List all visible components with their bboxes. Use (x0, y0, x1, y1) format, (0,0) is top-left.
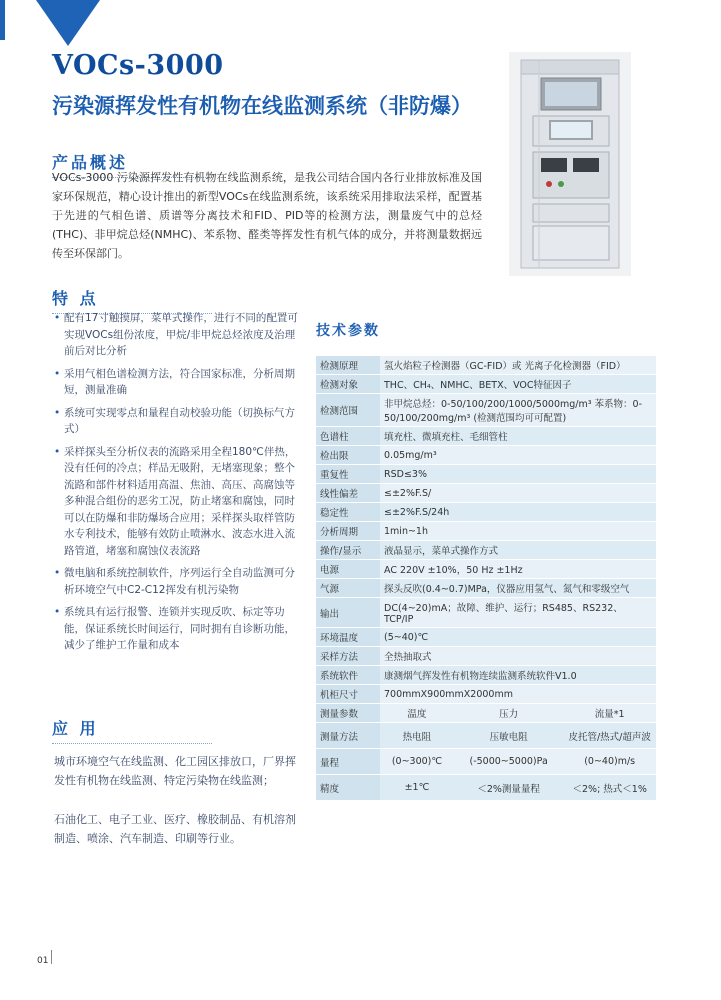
measure-cell: ＜2%测量量程 (454, 775, 564, 801)
spec-label: 机柜尺寸 (316, 685, 380, 704)
spec-label: 采样方法 (316, 647, 380, 666)
spec-row (316, 666, 656, 685)
spec-value: THC、CH₄、NMHC、BETX、VOC特征因子 (380, 375, 656, 394)
spec-value: 探头反吹(0.4~0.7)MPa，仪器应用氢气、氮气和零级空气 (380, 579, 656, 598)
measure-cell: 测量方法 (316, 723, 380, 749)
application-heading-underline (52, 743, 212, 744)
spec-value: RSD≤3% (380, 465, 656, 484)
measure-header-row (316, 704, 656, 723)
spec-label: 检测对象 (316, 375, 380, 394)
measure-cell: 量程 (316, 749, 380, 775)
measure-cell: ＜2%; 热式＜1% (563, 775, 656, 801)
spec-row (316, 647, 656, 666)
spec-value: 氢火焰粒子检测器（GC-FID）或 光离子化检测器（FID） (380, 356, 656, 375)
specs-table (316, 356, 656, 801)
feature-item: • 微电脑和系统控制软件，序列运行全自动监测可分析环境空气中C2-C12挥发有机污染物 (54, 565, 299, 598)
features-heading-text: 特 点 (52, 289, 99, 308)
spec-row (316, 356, 656, 375)
page-number: 01 (37, 956, 49, 966)
spec-value: 700mmX900mmX2000mm (380, 685, 656, 704)
measure-header-cell: 测量参数 (316, 704, 380, 723)
spec-row (316, 685, 656, 704)
overview-paragraph: VOCs-3000 污染源挥发性有机物在线监测系统，是我公司结合国内各行业排放标准及国家环保规范，精心设计推出的新型VOCs在线监测系统，该系统采用排取法采样，配置基于先进的气相色谱、质谱等分离技术和FID、PID等的检测方法，测量废气中的总烃(THC)、非甲烷总烃(NMHC)、苯系物、醛类等挥发性有机气体的成分，并将测量数据远传至环保部门。 (52, 171, 482, 260)
spec-label: 稳定性 (316, 503, 380, 522)
spec-value: 非甲烷总烃：0-50/100/200/1000/5000mg/m³ 苯系物：0-50/100/200mg/m³ (检测范围均可可配置) (380, 394, 656, 427)
spec-row (316, 522, 656, 541)
spec-label: 系统软件 (316, 666, 380, 685)
spec-row (316, 375, 656, 394)
spec-value: 1min~1h (380, 522, 656, 541)
spec-value: DC(4~20)mA；故障、维护、运行；RS485、RS232、TCP/IP (380, 598, 656, 628)
overview-heading-text: 产品概述 (52, 153, 129, 172)
measure-cell: 压敏电阻 (454, 723, 564, 749)
spec-label: 色谱柱 (316, 427, 380, 446)
specs-heading: 技术参数 (316, 323, 380, 339)
spec-row (316, 465, 656, 484)
measure-cell: 热电阻 (380, 723, 454, 749)
feature-item: • 系统可实现零点和量程自动校验功能（切换标气方式） (54, 405, 299, 438)
spec-value: 0.05mg/m³ (380, 446, 656, 465)
spec-label: 分析周期 (316, 522, 380, 541)
feature-item: • 采用气相色谱检测方法，符合国家标准，分析周期短，测量准确 (54, 366, 299, 399)
spec-label: 重复性 (316, 465, 380, 484)
application-heading-text: 应 用 (52, 719, 99, 738)
spec-row (316, 484, 656, 503)
feature-item: • 配有17寸触摸屏，菜单式操作，进行不同的配置可实现VOCs组份浓度，甲烷/非甲烷总烃浓度及治理前后对比分析 (54, 310, 299, 360)
analyzer-cabinet-image (509, 52, 631, 276)
spec-label: 电源 (316, 560, 380, 579)
spec-value: 康测烟气挥发性有机物连续监测系统软件V1.0 (380, 666, 656, 685)
measure-header-cell: 温度 (380, 704, 454, 723)
spec-row (316, 579, 656, 598)
spec-row (316, 560, 656, 579)
measure-cell: (0~40)m/s (563, 749, 656, 775)
spec-label: 输出 (316, 598, 380, 628)
spec-row (316, 628, 656, 647)
measure-header-cell: 流量*1 (563, 704, 656, 723)
spec-value: AC 220V ±10%，50 Hz ±1Hz (380, 560, 656, 579)
measure-row (316, 749, 656, 775)
spec-label: 线性偏差 (316, 484, 380, 503)
spec-row (316, 541, 656, 560)
product-name-title: 污染源挥发性有机物在线监测系统（非防爆） (52, 94, 472, 118)
spec-value: 填充柱、微填充柱、毛细管柱 (380, 427, 656, 446)
page-number-divider (51, 950, 52, 964)
spec-value: 全热抽取式 (380, 647, 656, 666)
spec-row (316, 598, 656, 628)
spec-value: ≤±2%F.S/24h (380, 503, 656, 522)
spec-label: 操作/显示 (316, 541, 380, 560)
spec-row (316, 503, 656, 522)
spec-label: 气源 (316, 579, 380, 598)
feature-item: • 系统具有运行报警、连锁并实现反吹、标定等功能，保证系统长时间运行，同时拥有自诊断功能，减少了维护工作量和成本 (54, 604, 299, 654)
measure-header-cell: 压力 (454, 704, 564, 723)
spec-label: 检测范围 (316, 394, 380, 427)
product-model-title: VOCs-3000 (52, 50, 224, 81)
application-heading (52, 716, 212, 744)
spec-value: ≤±2%F.S/ (380, 484, 656, 503)
features-list (54, 310, 299, 660)
measure-row (316, 723, 656, 749)
measure-cell: (-5000~5000)Pa (454, 749, 564, 775)
application-paragraph-1: 城市环境空气在线监测、化工园区排放口，厂界挥发性有机物在线监测、特定污染物在线监测； (54, 755, 296, 787)
spec-row (316, 427, 656, 446)
corner-triangle-decoration (36, 0, 100, 46)
feature-item: • 采样探头至分析仪表的流路采用全程180℃伴热，没有任何的冷点；样品无吸附，无堵塞现象；整个流路和部件材料适用高温、焦油、高压、高腐蚀等多种混合组份的恶劣工况，防止堵塞和腐蚀，同时可以在防爆和非防爆场合应用；采样探头取样管防水专利技术，能够有效防止喷淋水、波态水进入流路管道，堵塞和腐蚀仪表流路 (54, 444, 299, 560)
measure-cell: 皮托管/热式/超声波 (563, 723, 656, 749)
measure-cell: 精度 (316, 775, 380, 801)
spec-row (316, 446, 656, 465)
left-accent-bar (0, 0, 5, 40)
spec-value: (5~40)℃ (380, 628, 656, 647)
measure-cell: ±1℃ (380, 775, 454, 801)
measure-row (316, 775, 656, 801)
measure-cell: (0~300)℃ (380, 749, 454, 775)
spec-value: 液晶显示，菜单式操作方式 (380, 541, 656, 560)
spec-row (316, 394, 656, 427)
spec-label: 检出限 (316, 446, 380, 465)
spec-label: 环境温度 (316, 628, 380, 647)
application-paragraph-2: 石油化工、电子工业、医疗、橡胶制品、有机溶剂制造、喷涂、汽车制造、印刷等行业。 (54, 813, 296, 845)
spec-label: 检测原理 (316, 356, 380, 375)
